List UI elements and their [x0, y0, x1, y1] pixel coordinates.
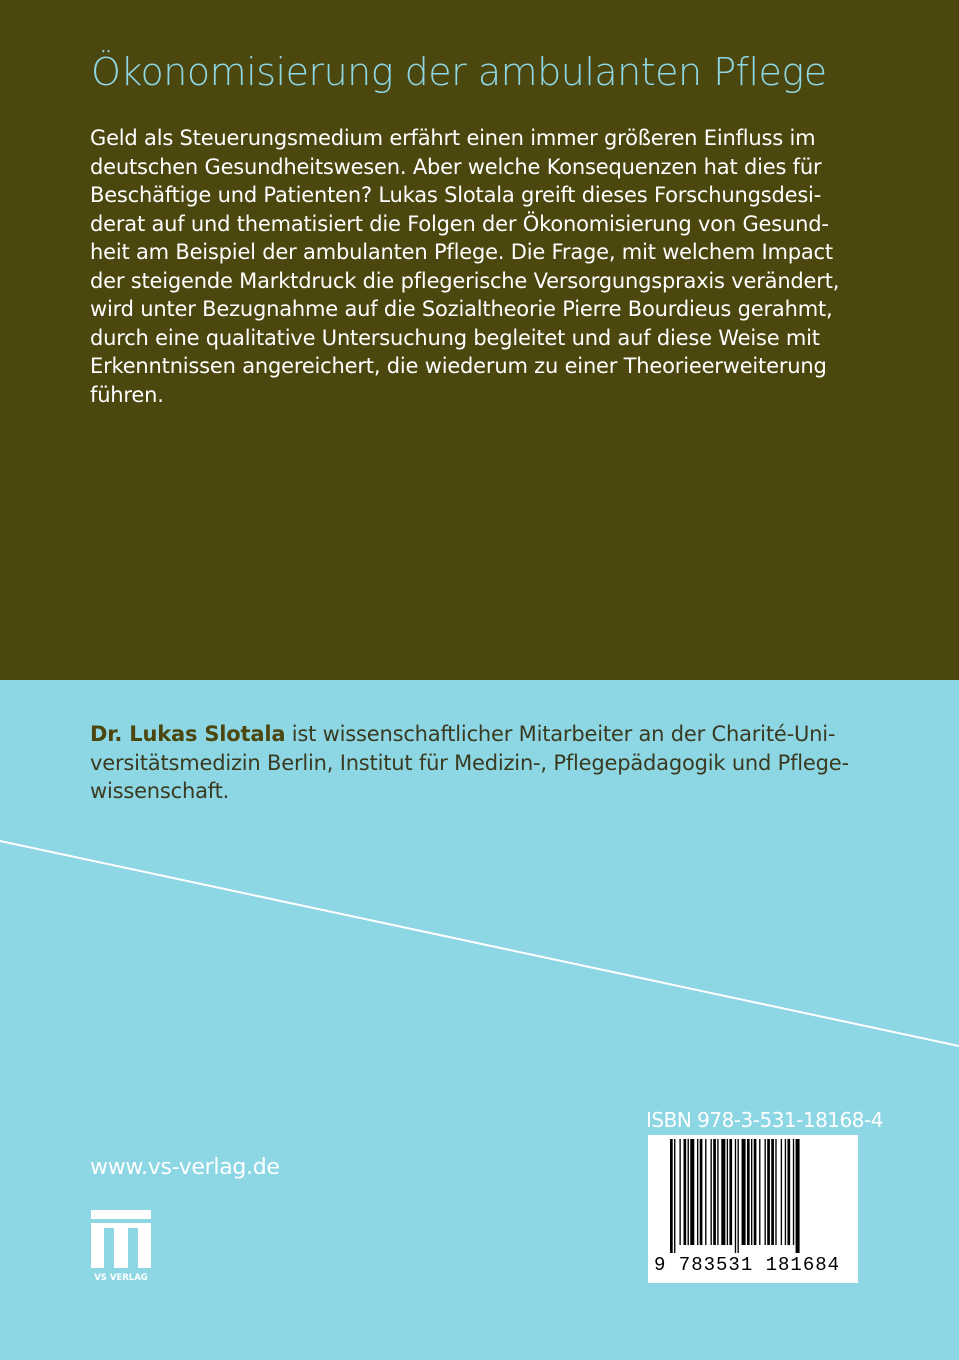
barcode-bar	[711, 1139, 712, 1245]
barcode-bar	[727, 1139, 728, 1245]
author-name: Dr. Lukas Slotala	[90, 722, 286, 746]
blurb-line: Beschäftige und Patienten? Lukas Slotala greift dieses Forschungsdesi-	[90, 183, 822, 207]
barcode-bar	[796, 1139, 800, 1253]
barcode	[648, 1135, 858, 1283]
barcode-bar	[738, 1139, 739, 1253]
barcode-bar	[729, 1139, 732, 1245]
blurb-line: durch eine qualitative Untersuchung begleitet und auf diese Weise mit	[90, 325, 820, 350]
blurb-line: heit am Beispiel der ambulanten Pflege. Die Frage, mit welchem Impact	[90, 240, 833, 264]
barcode-bar	[679, 1139, 680, 1245]
blurb-line: deutschen Gesundheitswesen. Aber welche Konsequenzen hat dies für	[90, 154, 822, 179]
barcode-bar	[787, 1139, 790, 1245]
barcode-bar	[735, 1139, 736, 1253]
barcode-bar	[670, 1139, 673, 1253]
author-bio-line: versitätsmedizin Berlin, Institut für Medizin-, Pflegepädagogik und Pflege-	[90, 750, 849, 775]
barcode-bar	[690, 1139, 694, 1245]
barcode-bar	[747, 1139, 750, 1245]
barcode-bar	[717, 1139, 718, 1245]
barcode-bar	[705, 1139, 706, 1245]
barcode-bar	[759, 1139, 760, 1245]
barcode-bar	[754, 1139, 757, 1245]
barcode-bar	[688, 1139, 689, 1245]
barcode-bar	[785, 1139, 786, 1245]
logo-text: VS VERLAG	[94, 1273, 148, 1282]
isbn-label: ISBN 978-3-531-18168-4	[646, 1108, 883, 1132]
barcode-bar	[742, 1139, 746, 1245]
barcode-bar	[697, 1139, 698, 1245]
barcode-bar	[793, 1139, 794, 1245]
barcode-bar	[775, 1139, 776, 1245]
blurb-line: Erkenntnissen angereichert, die wiederum zu einer Theorieerweiterung	[90, 354, 827, 378]
barcode-bar	[767, 1139, 770, 1245]
barcode-bar	[713, 1139, 716, 1245]
blurb-line: wird unter Bezugnahme auf die Sozialtheorie Pierre Bourdieus gerahmt,	[90, 297, 833, 321]
barcode-bar	[700, 1139, 703, 1245]
barcode-bar	[771, 1139, 774, 1245]
barcode-bars	[670, 1139, 838, 1253]
publisher-url[interactable]: www.vs-verlag.de	[90, 1155, 280, 1180]
book-title: Ökonomisierung der ambulanten Pflege	[91, 50, 827, 94]
barcode-bar	[674, 1139, 675, 1253]
author-bio-text: ist wissenschaftlicher Mitarbeiter an der Charité-Uni-	[285, 722, 836, 746]
blurb-line: Geld als Steuerungsmedium erfährt einen immer größeren Einfluss im	[90, 126, 816, 150]
author-bio	[90, 720, 870, 806]
blurb-line: derat auf und thematisiert die Folgen der Ökonomisierung von Gesund-	[90, 211, 829, 236]
blurb-line: der steigende Marktdruck die pflegerische Versorgungspraxis verändert,	[90, 268, 840, 293]
vs-verlag-logo-icon	[91, 1210, 151, 1282]
barcode-bar	[765, 1139, 766, 1245]
barcode-digits: 9 783531 181684	[654, 1254, 841, 1276]
barcode-bar	[781, 1139, 782, 1245]
author-bio-line	[90, 720, 870, 749]
blurb-line: führen.	[90, 382, 164, 407]
barcode-bar	[721, 1139, 725, 1245]
barcode-bar	[751, 1139, 752, 1245]
author-bio-line: wissenschaft.	[90, 779, 230, 803]
barcode-bar	[684, 1139, 687, 1245]
